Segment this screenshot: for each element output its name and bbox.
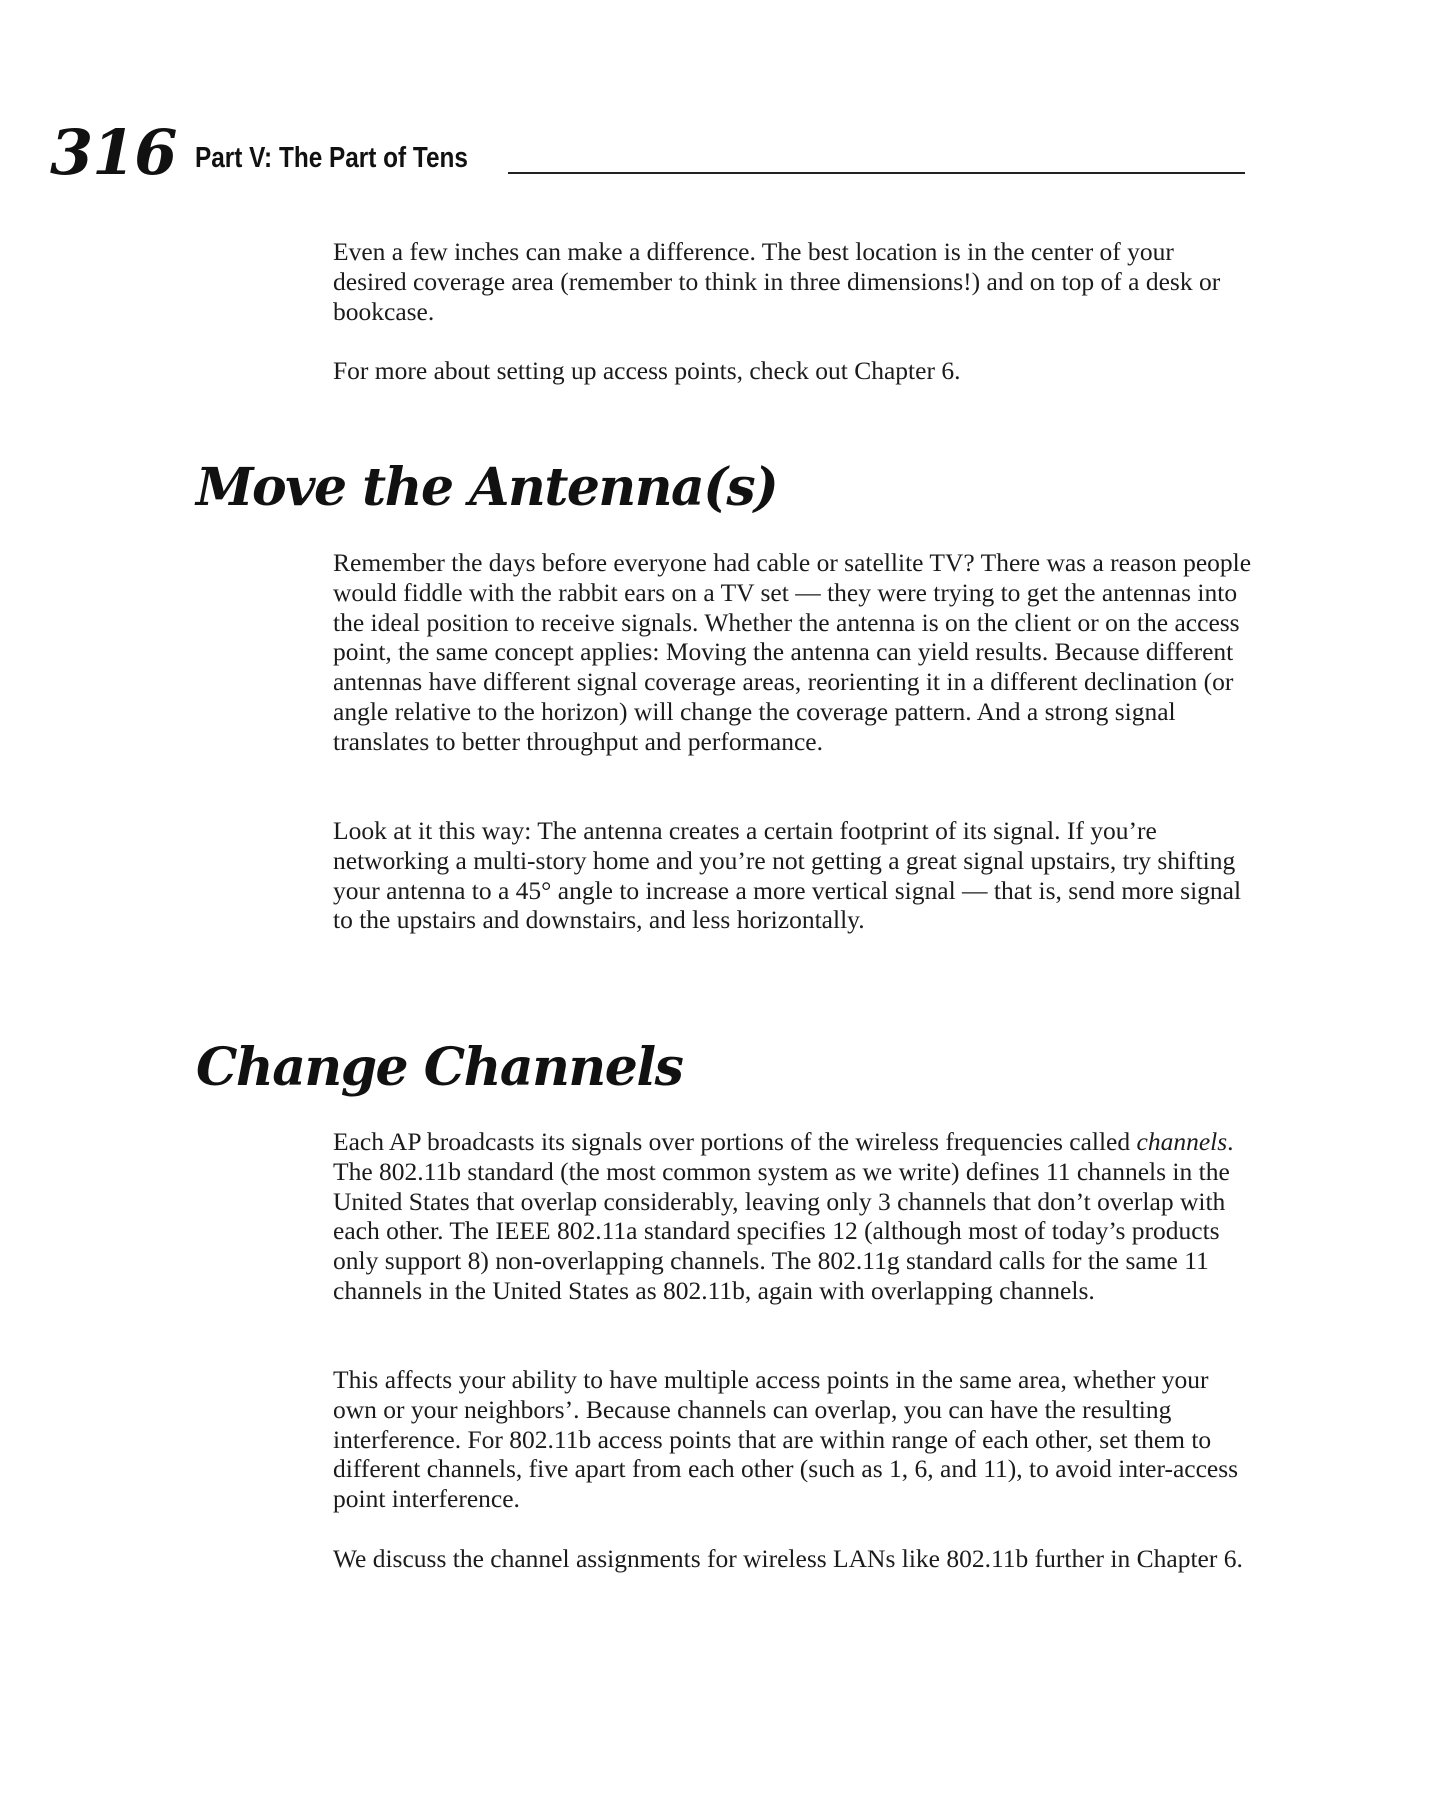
emphasized-term: channels [1136,1127,1228,1156]
move-antenna-paragraph-2: Look at it this way: The antenna creates a certain footprint of its signal. If you’re networking a multi-story home and you’re not getting a great signal upstairs, try shifting your antenna to a 45° angle to increase a more vertical signal — that is, send more signal to the upstairs and downstairs, and less horizontally. [333,816,1242,935]
paragraph-text: . The 802.11b standard (the most common system as we write) defines 11 channels in the United States that overlap considerably, leaving only 3 channels that don’t overlap with each other. The IEEE 802.11a standard specifies 12 (although most of today’s products only support 8) non-overlapping channels. The 802.11g standard calls for the same 11 channels in the United States as 802.11b, again with overlapping channels. [333,1127,1234,1305]
change-channels-paragraph-3: We discuss the channel assignments for wireless LANs like 802.11b further in Chapter 6. [333,1544,1243,1573]
section-heading-move-antenna: Move the Antenna(s) [196,457,778,518]
move-antenna-paragraph-1: Remember the days before everyone had cable or satellite TV? There was a reason people would fiddle with the rabbit ears on a TV set — they were trying to get the antennas into the ideal position to receive signals. Whether the antenna is on the client or on the access point, the same concept applies: Moving the antenna can yield results. Because different antennas have different signal coverage areas, reorienting it in a different declination (or angle relative to the horizon) will change the coverage pattern. And a strong signal translates to better throughput and performance. [333,548,1252,756]
change-channels-paragraph-1 [333,1127,1253,1306]
paragraph-text: Each AP broadcasts its signals over portions of the wireless frequencies called [333,1127,1137,1156]
intro-paragraph-1: Even a few inches can make a difference. The best location is in the center of your desired coverage area (remember to think in three dimensions!) and on top of a desk or bookcase. [333,237,1221,326]
page-number: 316 [50,116,177,189]
part-title: Part V: The Part of Tens [195,142,468,174]
section-heading-change-channels: Change Channels [196,1037,683,1098]
running-header [50,118,1245,188]
header-rule [508,172,1245,174]
intro-paragraph-2: For more about setting up access points, check out Chapter 6. [333,356,961,385]
change-channels-paragraph-2: This affects your ability to have multiple access points in the same area, whether your own or your neighbors’. Because channels can overlap, you can have the resulting interference. For 802.11b access points that are within range of each other, set them to different channels, five apart from each other (such as 1, 6, and 11), to avoid inter-access point interference. [333,1365,1239,1514]
